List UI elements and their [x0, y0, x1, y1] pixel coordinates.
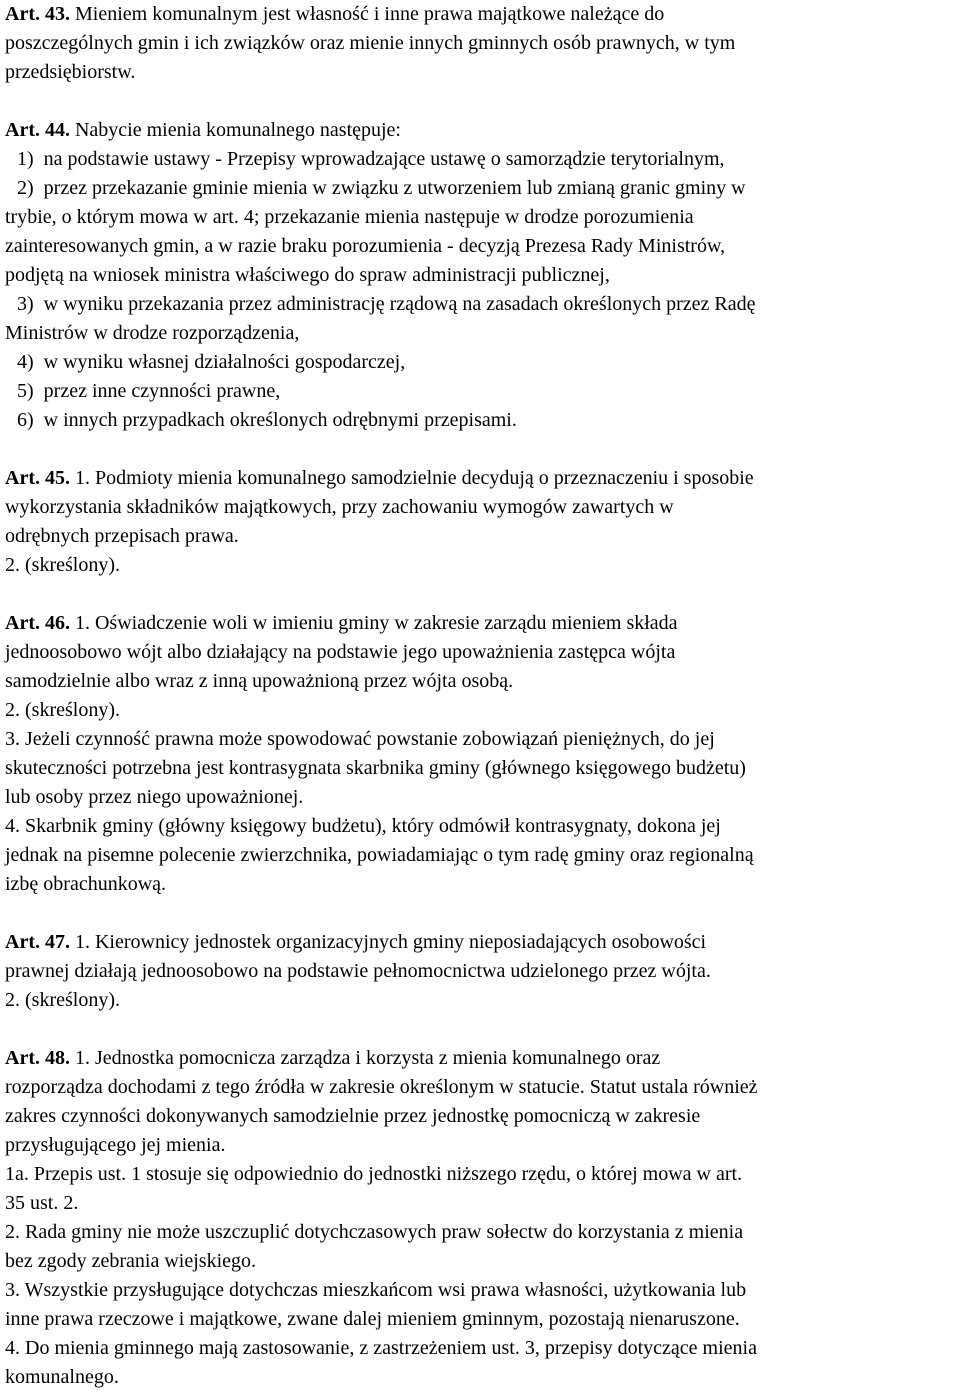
text-line — [5, 1218, 957, 1247]
article-art43 — [5, 0, 957, 87]
line-text: Nabycie mienia komunalnego następuje: — [69, 119, 401, 141]
article-heading: Art. 46. — [5, 612, 70, 634]
line-text: 2. (skreślony). — [5, 554, 120, 576]
line-text: 2) przez przekazanie gminie mienia w związku z utworzeniem lub zmianą granic gminy w — [17, 177, 746, 199]
text-line — [5, 116, 957, 145]
line-text: 2. (skreślony). — [5, 699, 120, 721]
text-line — [5, 1276, 957, 1305]
text-line — [5, 1160, 957, 1189]
text-line — [5, 725, 957, 754]
line-text: 2. (skreślony). — [5, 989, 120, 1011]
article-heading: Art. 45. — [5, 467, 70, 489]
line-text: 35 ust. 2. — [5, 1192, 79, 1214]
text-line — [5, 493, 957, 522]
text-line — [5, 1073, 957, 1102]
text-line — [5, 638, 957, 667]
line-text: zainteresowanych gmin, a w razie braku porozumienia - decyzją Prezesa Rady Ministrów, — [5, 235, 726, 257]
text-line — [5, 783, 957, 812]
text-line — [5, 812, 957, 841]
line-text: 3. Jeżeli czynność prawna może spowodować powstanie zobowiązań pieniężnych, do jej — [5, 728, 715, 750]
line-text: poszczególnych gmin i ich związków oraz mienie innych gminnych osób prawnych, w tym — [5, 32, 736, 54]
article-spacer — [5, 87, 957, 116]
line-text: inne prawa rzeczowe i majątkowe, zwane dalej mieniem gminnym, pozostają nienaruszone. — [5, 1308, 740, 1330]
article-spacer — [5, 435, 957, 464]
line-text: 4) w wyniku własnej działalności gospodarczej, — [17, 351, 406, 373]
text-line — [5, 29, 957, 58]
text-line — [5, 203, 957, 232]
text-line — [5, 1305, 957, 1334]
line-text: 3. Wszystkie przysługujące dotychczas mieszkańcom wsi prawa własności, użytkowania lub — [5, 1279, 747, 1301]
text-line — [5, 0, 957, 29]
text-line — [5, 319, 957, 348]
legal-document — [5, 0, 957, 1392]
text-line — [5, 1334, 957, 1363]
text-line — [5, 58, 957, 87]
line-text: 3) w wyniku przekazania przez administrację rządową na zasadach określonych przez Radę — [17, 293, 756, 315]
article-spacer — [5, 899, 957, 928]
line-text: przedsiębiorstw. — [5, 61, 136, 83]
article-art45 — [5, 464, 957, 580]
line-text: Ministrów w drodze rozporządzenia, — [5, 322, 300, 344]
text-line — [5, 609, 957, 638]
text-line — [5, 261, 957, 290]
text-line — [5, 1131, 957, 1160]
text-line — [5, 1189, 957, 1218]
line-text: podjętą na wniosek ministra właściwego do spraw administracji publicznej, — [5, 264, 610, 286]
line-text: skuteczności potrzebna jest kontrasygnata skarbnika gminy (głównego księgowego budżetu) — [5, 757, 746, 779]
line-text: 1. Oświadczenie woli w imieniu gminy w zakresie zarządu mieniem składa — [69, 612, 678, 634]
line-text: jednak na pisemne polecenie zwierzchnika, powiadamiając o tym radę gminy oraz regionalną — [5, 844, 754, 866]
text-line — [5, 145, 957, 174]
line-text: lub osoby przez niego upoważnionej. — [5, 786, 304, 808]
text-line — [5, 1044, 957, 1073]
text-line — [5, 1247, 957, 1276]
line-text: jednoosobowo wójt albo działający na podstawie jego upoważnienia zastępca wójta — [5, 641, 676, 663]
line-text: 4. Do mienia gminnego mają zastosowanie, z zastrzeżeniem ust. 3, przepisy dotyczące mienia — [5, 1337, 757, 1359]
line-text: bez zgody zebrania wiejskiego. — [5, 1250, 257, 1272]
article-heading: Art. 44. — [5, 119, 70, 141]
text-line — [5, 957, 957, 986]
line-text: 6) w innych przypadkach określonych odrębnymi przepisami. — [17, 409, 517, 431]
article-art46 — [5, 609, 957, 899]
article-spacer — [5, 580, 957, 609]
line-text: rozporządza dochodami z tego źródła w zakresie określonym w statucie. Statut ustala również — [5, 1076, 758, 1098]
line-text: odrębnych przepisach prawa. — [5, 525, 239, 547]
text-line — [5, 696, 957, 725]
line-text: 5) przez inne czynności prawne, — [17, 380, 281, 402]
text-line — [5, 551, 957, 580]
line-text: Mieniem komunalnym jest własność i inne prawa majątkowe należące do — [69, 3, 665, 25]
text-line — [5, 406, 957, 435]
text-line — [5, 1363, 957, 1392]
text-line — [5, 232, 957, 261]
line-text: komunalnego. — [5, 1366, 119, 1388]
text-line — [5, 522, 957, 551]
line-text: wykorzystania składników majątkowych, przy zachowaniu wymogów zawartych w — [5, 496, 674, 518]
text-line — [5, 928, 957, 957]
text-line — [5, 841, 957, 870]
line-text: 1a. Przepis ust. 1 stosuje się odpowiednio do jednostki niższego rzędu, o której mowa w art. — [5, 1163, 743, 1185]
line-text: 1. Podmioty mienia komunalnego samodzielnie decydują o przeznaczeniu i sposobie — [69, 467, 754, 489]
text-line — [5, 174, 957, 203]
text-line — [5, 464, 957, 493]
text-line — [5, 290, 957, 319]
line-text: 1) na podstawie ustawy - Przepisy wprowadzające ustawę o samorządzie terytorialnym, — [17, 148, 725, 170]
text-line — [5, 754, 957, 783]
text-line — [5, 1102, 957, 1131]
text-line — [5, 667, 957, 696]
line-text: trybie, o którym mowa w art. 4; przekazanie mienia następuje w drodze porozumienia — [5, 206, 694, 228]
article-heading: Art. 48. — [5, 1047, 70, 1069]
text-line — [5, 348, 957, 377]
text-line — [5, 870, 957, 899]
text-line — [5, 377, 957, 406]
article-art48 — [5, 1044, 957, 1392]
line-text: zakres czynności dokonywanych samodzielnie przez jednostkę pomocniczą w zakresie — [5, 1105, 701, 1127]
text-line — [5, 986, 957, 1015]
article-heading: Art. 47. — [5, 931, 70, 953]
line-text: izbę obrachunkową. — [5, 873, 167, 895]
line-text: prawnej działają jednoosobowo na podstawie pełnomocnictwa udzielonego przez wójta. — [5, 960, 711, 982]
line-text: 2. Rada gminy nie może uszczuplić dotychczasowych praw sołectw do korzystania z mienia — [5, 1221, 744, 1243]
line-text: 1. Kierownicy jednostek organizacyjnych gminy nieposiadających osobowości — [69, 931, 707, 953]
article-heading: Art. 43. — [5, 3, 70, 25]
line-text: 1. Jednostka pomocnicza zarządza i korzysta z mienia komunalnego oraz — [69, 1047, 661, 1069]
article-art47 — [5, 928, 957, 1015]
line-text: samodzielnie albo wraz z inną upoważnioną przez wójta osobą. — [5, 670, 514, 692]
line-text: przysługującego jej mienia. — [5, 1134, 226, 1156]
article-spacer — [5, 1015, 957, 1044]
line-text: 4. Skarbnik gminy (główny księgowy budżetu), który odmówił kontrasygnaty, dokona jej — [5, 815, 721, 837]
article-art44 — [5, 116, 957, 435]
